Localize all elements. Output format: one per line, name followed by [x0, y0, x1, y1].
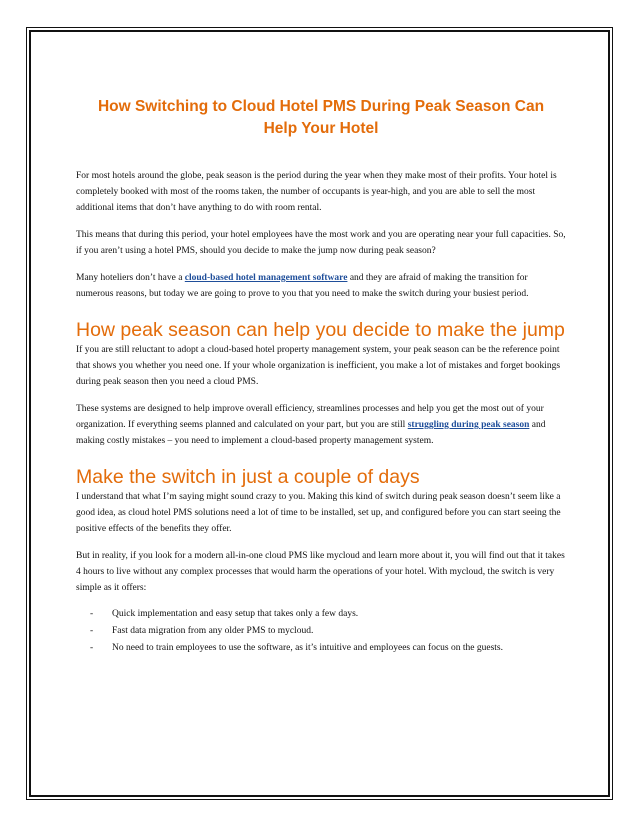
- cloud-hotel-software-link[interactable]: cloud-based hotel management software: [184, 273, 348, 283]
- bullet-dash: -: [90, 643, 94, 653]
- intro-paragraph-3-text-before: Many hoteliers don’t have a: [76, 273, 185, 283]
- intro-paragraph-3: [76, 270, 566, 302]
- intro-paragraph-2: This means that during this period, your hotel employees have the most work and you are operating near your full capacities. So, if you aren’t using a hotel PMS, should you decide to make the jump now during peak season?: [76, 230, 566, 256]
- list-item: [90, 640, 566, 656]
- struggling-peak-season-link[interactable]: struggling during peak season: [407, 420, 530, 430]
- section1-paragraph-2-text-after: and making costly mistakes – you need to implement a cloud-based property management system.: [76, 420, 546, 446]
- section-heading-peak-season: How peak season can help you decide to make the jump: [76, 319, 565, 341]
- section1-paragraph-2: [76, 401, 566, 449]
- list-item-text: Fast data migration from any older PMS to mycloud.: [112, 626, 314, 636]
- intro-paragraph-3-text-after: and they are afraid of making the transition for numerous reasons, but today we are going to prove to you that you need to make the switch during your busiest period.: [76, 273, 529, 299]
- switch-benefits-list: [76, 606, 566, 656]
- section1-paragraph-2-text-before: These systems are designed to help improve overall efficiency, streamlines processes and help you get the most out of your organization. If everything seems planned and calculated on your part, but you are still: [76, 404, 544, 430]
- list-item: [90, 606, 566, 622]
- document-body: [76, 96, 566, 657]
- document-title: How Switching to Cloud Hotel PMS During Peak Season Can Help Your Hotel: [97, 98, 545, 137]
- section2-paragraph-2: But in reality, if you look for a modern all-in-one cloud PMS like mycloud and learn more about it, you will find out that it takes 4 hours to live without any complex processes that would harm the operations of your hotel. With mycloud, the switch is very simple as it offers:: [76, 551, 565, 593]
- bullet-dash: -: [90, 626, 94, 636]
- section2-paragraph-1: I understand that what I’m saying might sound crazy to you. Making this kind of switch during peak season doesn’t seem like a good idea, as cloud hotel PMS solutions need a lot of time to be installed, set up, and configured before you can start seeing the positive effects of the benefits they offer.: [76, 492, 561, 534]
- list-item-text: Quick implementation and easy setup that takes only a few days.: [112, 609, 359, 619]
- intro-paragraph-1: For most hotels around the globe, peak season is the period during the year when they make most of their profits. Your hotel is completely booked with most of the rooms taken, the number of occupants is year-high, and you are able to sell the most additional items that don’t have anything to do with room rental.: [76, 171, 557, 213]
- list-item-text: No need to train employees to use the software, as it’s intuitive and employees can focus on the guests.: [112, 643, 503, 653]
- bullet-dash: -: [90, 609, 94, 619]
- section1-paragraph-1: If you are still reluctant to adopt a cloud-based hotel property management system, your peak season can be the reference point that shows you whether you need one. If your whole organization is inefficient, you make a lot of mistakes and forget bookings during peak season then you need a cloud PMS.: [76, 345, 561, 387]
- section-heading-make-switch: Make the switch in just a couple of days: [76, 466, 420, 488]
- list-item: [90, 623, 566, 639]
